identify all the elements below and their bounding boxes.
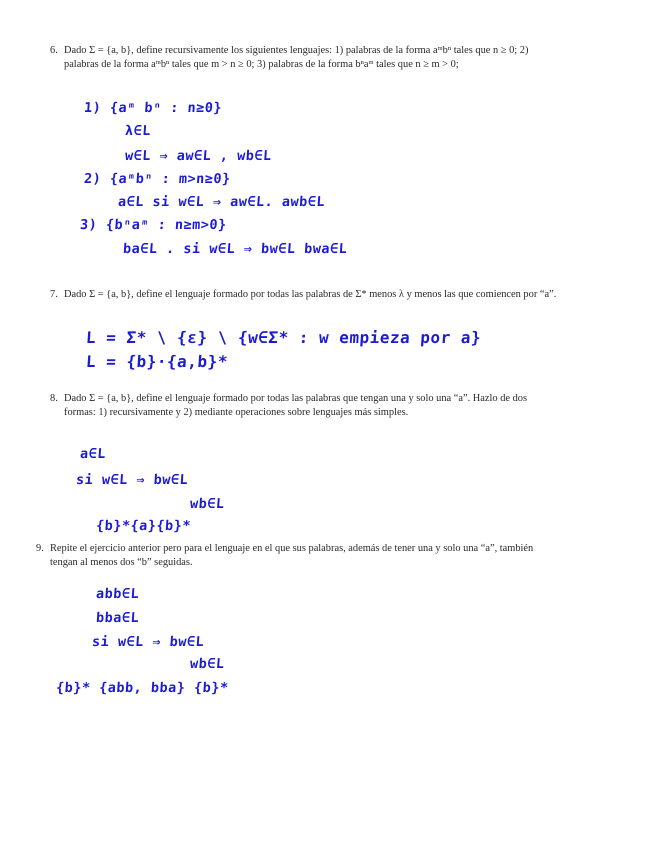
problem-6 (50, 44, 560, 71)
handwritten-line: ba∈L . si w∈L ⇒ bw∈L bwa∈L (122, 241, 348, 257)
problem-text: Dado Σ = {a, b}, define el lenguaje formado por todas las palabras de Σ* menos λ y menos las que comiencen por “a”. (64, 289, 557, 300)
problem-7 (50, 288, 570, 302)
problem-8 (50, 392, 560, 419)
handwritten-line: abb∈L (95, 586, 140, 602)
problem-number: 8. (50, 393, 58, 404)
handwritten-line: 2) {aᵐbⁿ : m>n≥0} (83, 171, 232, 187)
handwritten-line: wb∈L (189, 656, 226, 672)
handwritten-line: si w∈L ⇒ bw∈L (91, 634, 205, 650)
handwritten-line: a∈L si w∈L ⇒ aw∈L. awb∈L (117, 194, 326, 210)
handwritten-line: λ∈L (124, 123, 152, 139)
handwritten-line: 1) {aᵐ bⁿ : n≥0} (83, 100, 223, 116)
problem-number: 9. (36, 543, 44, 554)
handwritten-line: L = {b}·{a,b}* (85, 352, 229, 371)
handwritten-line: wb∈L (189, 496, 226, 512)
problem-number: 6. (50, 45, 58, 56)
problem-text: Repite el ejercicio anterior pero para el lenguaje en el que sus palabras, además de tener una y solo una “a”, también tengan al menos dos “b” seguidas. (50, 543, 534, 568)
handwritten-line: L = Σ* \ {ε} \ {w∈Σ* : w empieza por a} (85, 328, 482, 347)
handwritten-line: w∈L ⇒ aw∈L , wb∈L (124, 148, 273, 164)
problem-number: 7. (50, 289, 58, 300)
problem-text: Dado Σ = {a, b}, define el lenguaje formado por todas las palabras que tengan una y solo una “a”. Hazlo de dos formas: 1) recursivamente y 2) mediante operaciones sobre lenguajes más simples. (64, 393, 528, 418)
handwritten-line: bba∈L (95, 610, 140, 626)
handwritten-line: {b}*{a}{b}* (95, 518, 192, 534)
handwritten-line: si w∈L ⇒ bw∈L (75, 472, 189, 488)
problem-text: Dado Σ = {a, b}, define recursivamente los siguientes lenguajes: 1) palabras de la forma aᵐbⁿ tales que n ≥ 0; 2) palabras de la forma aᵐbⁿ tales que m > n ≥ 0; 3) palabras de la forma bⁿaᵐ tales que n ≥ m > 0; (64, 45, 529, 70)
handwritten-line: a∈L (79, 446, 107, 462)
handwritten-line: 3) {bⁿaᵐ : n≥m>0} (79, 217, 228, 233)
problem-9 (36, 542, 536, 569)
handwritten-line: {b}* {abb, bba} {b}* (55, 680, 230, 696)
